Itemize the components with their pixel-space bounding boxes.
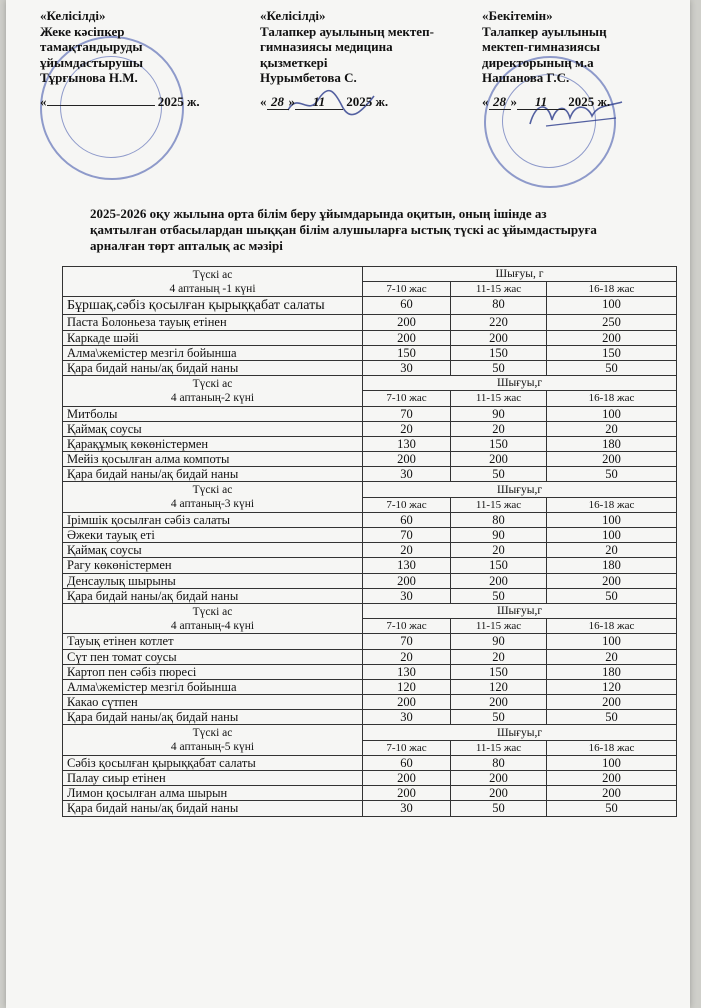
portion-cell: 30: [363, 467, 451, 482]
approval-line: Талапкер ауылының мектеп-: [260, 23, 434, 39]
table-row: [63, 558, 677, 573]
portion-cell: 70: [363, 634, 451, 649]
portion-cell: 200: [363, 695, 451, 710]
table-row: [63, 634, 677, 649]
portion-cell: 200: [363, 452, 451, 467]
day-header-cell: [63, 482, 363, 512]
portion-cell: 200: [451, 786, 547, 801]
portion-cell: 200: [363, 330, 451, 345]
table-row: [63, 360, 677, 375]
menu-table: [62, 266, 677, 817]
portion-cell: 20: [363, 649, 451, 664]
portion-cell: 120: [547, 679, 677, 694]
approval-line: ұйымдастырушы: [40, 54, 144, 70]
age-header-cell: 16-18 жас: [547, 282, 677, 297]
dish-name-cell: Қара бидай наны/ақ бидай наны: [63, 360, 363, 375]
portion-cell: 220: [451, 315, 547, 330]
portion-cell: 180: [547, 436, 677, 451]
dish-name-cell: Митболы: [63, 406, 363, 421]
day-label: 4 аптаның-3 күні: [170, 498, 255, 511]
portion-cell: 20: [363, 543, 451, 558]
output-header-cell: Шығуы,г: [363, 725, 677, 740]
dish-name-cell: Денсаулық шырыны: [63, 573, 363, 588]
age-header-cell: 11-15 жас: [451, 391, 547, 406]
approval-line: Нурымбетова С.: [260, 70, 357, 85]
date-month: 11: [295, 94, 343, 111]
portion-cell: 200: [547, 771, 677, 786]
table-row: [63, 436, 677, 451]
portion-cell: 50: [451, 467, 547, 482]
portion-cell: 200: [547, 786, 677, 801]
approval-date: « 2025 ж.: [40, 93, 200, 109]
portion-cell: 150: [363, 345, 451, 360]
dish-name-cell: Сүт пен томат соусы: [63, 649, 363, 664]
day-header-cell: [63, 725, 363, 755]
table-row: [63, 664, 677, 679]
table-row: [63, 330, 677, 345]
table-row: [63, 755, 677, 770]
approval-line: Талапкер ауылының: [482, 23, 607, 39]
table-row: [63, 512, 677, 527]
table-row: [63, 786, 677, 801]
portion-cell: 200: [547, 695, 677, 710]
approval-line: Тұрғынова Н.М.: [40, 70, 138, 85]
day-label: 4 аптаның-5 күні: [170, 741, 255, 754]
portion-cell: 50: [547, 710, 677, 725]
day-header-cell: [63, 267, 363, 297]
meal-label: Түскі ас: [192, 605, 233, 618]
portion-cell: 200: [363, 573, 451, 588]
table-row: [63, 406, 677, 421]
approval-block-right: [482, 8, 682, 110]
dish-name-cell: Қара бидай наны/ақ бидай наны: [63, 467, 363, 482]
portion-cell: 90: [451, 406, 547, 421]
approval-label: «Келісілді»: [260, 8, 326, 23]
table-row: [63, 421, 677, 436]
portion-cell: 180: [547, 558, 677, 573]
table-row: [63, 345, 677, 360]
age-header-cell: 11-15 жас: [451, 619, 547, 634]
portion-cell: 200: [547, 330, 677, 345]
approval-line: тамақтандыруды: [40, 39, 143, 54]
date-day: 28: [267, 94, 289, 111]
age-header-cell: 16-18 жас: [547, 740, 677, 755]
table-row: [63, 467, 677, 482]
portion-cell: 130: [363, 664, 451, 679]
portion-cell: 180: [547, 664, 677, 679]
table-row: [63, 710, 677, 725]
portion-cell: 200: [547, 573, 677, 588]
output-header-cell: Шығуы,г: [363, 482, 677, 497]
dish-name-cell: Қаймақ соусы: [63, 421, 363, 436]
day-header-row: [63, 725, 677, 740]
table-row: [63, 452, 677, 467]
portion-cell: 20: [547, 649, 677, 664]
portion-cell: 50: [547, 360, 677, 375]
portion-cell: 100: [547, 755, 677, 770]
portion-cell: 20: [363, 421, 451, 436]
portion-cell: 200: [451, 695, 547, 710]
age-header-cell: 7-10 жас: [363, 282, 451, 297]
meal-label: Түскі ас: [192, 727, 233, 740]
portion-cell: 80: [451, 297, 547, 315]
portion-cell: 50: [451, 588, 547, 603]
age-header-cell: 16-18 жас: [547, 497, 677, 512]
portion-cell: 200: [451, 573, 547, 588]
portion-cell: 90: [451, 528, 547, 543]
age-header-cell: 11-15 жас: [451, 282, 547, 297]
portion-cell: 20: [547, 543, 677, 558]
output-header-cell: Шығуы,г: [363, 376, 677, 391]
portion-cell: 150: [451, 558, 547, 573]
age-header-cell: 16-18 жас: [547, 391, 677, 406]
portion-cell: 130: [363, 558, 451, 573]
table-row: [63, 771, 677, 786]
portion-cell: 100: [547, 512, 677, 527]
portion-cell: 200: [363, 786, 451, 801]
day-header-cell: [63, 603, 363, 633]
portion-cell: 20: [451, 421, 547, 436]
day-header-row: [63, 603, 677, 618]
portion-cell: 150: [451, 345, 547, 360]
table-row: [63, 695, 677, 710]
approval-line: директорының м.а: [482, 54, 594, 70]
portion-cell: 100: [547, 297, 677, 315]
dish-name-cell: Рагу көкөністермен: [63, 558, 363, 573]
portion-cell: 60: [363, 297, 451, 315]
day-label: 4 аптаның-2 күні: [170, 391, 255, 404]
portion-cell: 200: [547, 452, 677, 467]
approval-line: Жеке кәсіпкер: [40, 23, 125, 39]
document-title: 2025-2026 оқу жылына орта білім беру ұйымдарында оқитын, оның ішінде аз қамтылған отбасылардан шыққан білім алушыларға ыстық түскі ас ұйымдастыруға арналған төрт апталық ас мәзірі: [90, 206, 597, 253]
portion-cell: 20: [451, 649, 547, 664]
age-header-cell: 7-10 жас: [363, 391, 451, 406]
portion-cell: 150: [451, 436, 547, 451]
approval-label: «Келісілді»: [40, 8, 106, 23]
portion-cell: 50: [451, 710, 547, 725]
day-header-row: [63, 482, 677, 497]
portion-cell: 50: [547, 801, 677, 816]
approval-line: Нашанова Г.С.: [482, 70, 570, 85]
dish-name-cell: Картоп пен сәбіз пюресі: [63, 664, 363, 679]
portion-cell: 120: [451, 679, 547, 694]
portion-cell: 150: [547, 345, 677, 360]
age-header-cell: 16-18 жас: [547, 619, 677, 634]
portion-cell: 60: [363, 512, 451, 527]
table-row: [63, 543, 677, 558]
dish-name-cell: Ірімшік қосылған сәбіз салаты: [63, 512, 363, 527]
portion-cell: 70: [363, 528, 451, 543]
portion-cell: 100: [547, 528, 677, 543]
meal-label: Түскі ас: [192, 268, 233, 281]
dish-name-cell: Палау сиыр етінен: [63, 771, 363, 786]
menu-table-body: [63, 267, 677, 817]
approval-date: « 28 » 11 2025 ж.: [260, 93, 389, 109]
dish-name-cell: Каркаде шәйі: [63, 330, 363, 345]
portion-cell: 50: [451, 360, 547, 375]
dish-name-cell: Алма\жемістер мезгіл бойынша: [63, 679, 363, 694]
portion-cell: 200: [363, 771, 451, 786]
portion-cell: 50: [547, 467, 677, 482]
portion-cell: 120: [363, 679, 451, 694]
day-header-row: [63, 267, 677, 282]
approval-date: « 28 » 11 2025 ж.: [482, 93, 611, 109]
approval-line: мектеп-гимназиясы: [482, 39, 600, 54]
approval-block-left: [40, 8, 210, 109]
table-row: [63, 649, 677, 664]
age-header-cell: 7-10 жас: [363, 619, 451, 634]
output-header-cell: Шығуы, г: [363, 267, 677, 282]
dish-name-cell: Мейіз қосылған алма компоты: [63, 452, 363, 467]
portion-cell: 80: [451, 755, 547, 770]
portion-cell: 200: [451, 330, 547, 345]
dish-name-cell: Қара бидай наны/ақ бидай наны: [63, 588, 363, 603]
table-row: [63, 297, 677, 315]
portion-cell: 200: [363, 315, 451, 330]
day-header-row: [63, 376, 677, 391]
portion-cell: 30: [363, 360, 451, 375]
date-month: 11: [517, 94, 565, 111]
dish-name-cell: Қарақұмық көкөністермен: [63, 436, 363, 451]
portion-cell: 20: [451, 543, 547, 558]
dish-name-cell: Какао сүтпен: [63, 695, 363, 710]
dish-name-cell: Тауық етінен котлет: [63, 634, 363, 649]
table-row: [63, 588, 677, 603]
portion-cell: 90: [451, 634, 547, 649]
portion-cell: 30: [363, 801, 451, 816]
portion-cell: 50: [547, 588, 677, 603]
portion-cell: 30: [363, 588, 451, 603]
dish-name-cell: Қара бидай наны/ақ бидай наны: [63, 801, 363, 816]
meal-label: Түскі ас: [192, 484, 233, 497]
portion-cell: 80: [451, 512, 547, 527]
day-header-cell: [63, 376, 363, 406]
dish-name-cell: Қаймақ соусы: [63, 543, 363, 558]
dish-name-cell: Қара бидай наны/ақ бидай наны: [63, 710, 363, 725]
dish-name-cell: Әжеки тауық еті: [63, 528, 363, 543]
day-label: 4 аптаның -1 күні: [169, 282, 256, 295]
dish-name-cell: Сәбіз қосылған қырыққабат салаты: [63, 755, 363, 770]
approval-block-middle: [260, 8, 460, 110]
portion-cell: 100: [547, 406, 677, 421]
portion-cell: 20: [547, 421, 677, 436]
portion-cell: 200: [451, 452, 547, 467]
meal-label: Түскі ас: [192, 377, 233, 390]
portion-cell: 100: [547, 634, 677, 649]
dish-name-cell: Лимон қосылған алма шырын: [63, 786, 363, 801]
portion-cell: 150: [451, 664, 547, 679]
dish-name-cell: Паста Болоньеза тауық етінен: [63, 315, 363, 330]
portion-cell: 200: [451, 771, 547, 786]
portion-cell: 70: [363, 406, 451, 421]
date-day: 28: [489, 94, 511, 111]
portion-cell: 30: [363, 710, 451, 725]
table-row: [63, 679, 677, 694]
portion-cell: 250: [547, 315, 677, 330]
table-row: [63, 528, 677, 543]
day-label: 4 аптаның-4 күні: [170, 619, 255, 632]
portion-cell: 60: [363, 755, 451, 770]
age-header-cell: 7-10 жас: [363, 740, 451, 755]
dish-name-cell: Алма\жемістер мезгіл бойынша: [63, 345, 363, 360]
age-header-cell: 7-10 жас: [363, 497, 451, 512]
approval-line: қызметкері: [260, 54, 328, 70]
age-header-cell: 11-15 жас: [451, 740, 547, 755]
document-page: [6, 0, 690, 1008]
portion-cell: 50: [451, 801, 547, 816]
age-header-cell: 11-15 жас: [451, 497, 547, 512]
table-row: [63, 801, 677, 816]
table-row: [63, 315, 677, 330]
approval-label: «Бекітемін»: [482, 8, 553, 23]
dish-name-cell: Бұршақ,сәбіз қосылған қырыққабат салаты: [63, 297, 363, 315]
approval-line: гимназиясы медицина: [260, 39, 393, 54]
portion-cell: 130: [363, 436, 451, 451]
table-row: [63, 573, 677, 588]
output-header-cell: Шығуы,г: [363, 603, 677, 618]
